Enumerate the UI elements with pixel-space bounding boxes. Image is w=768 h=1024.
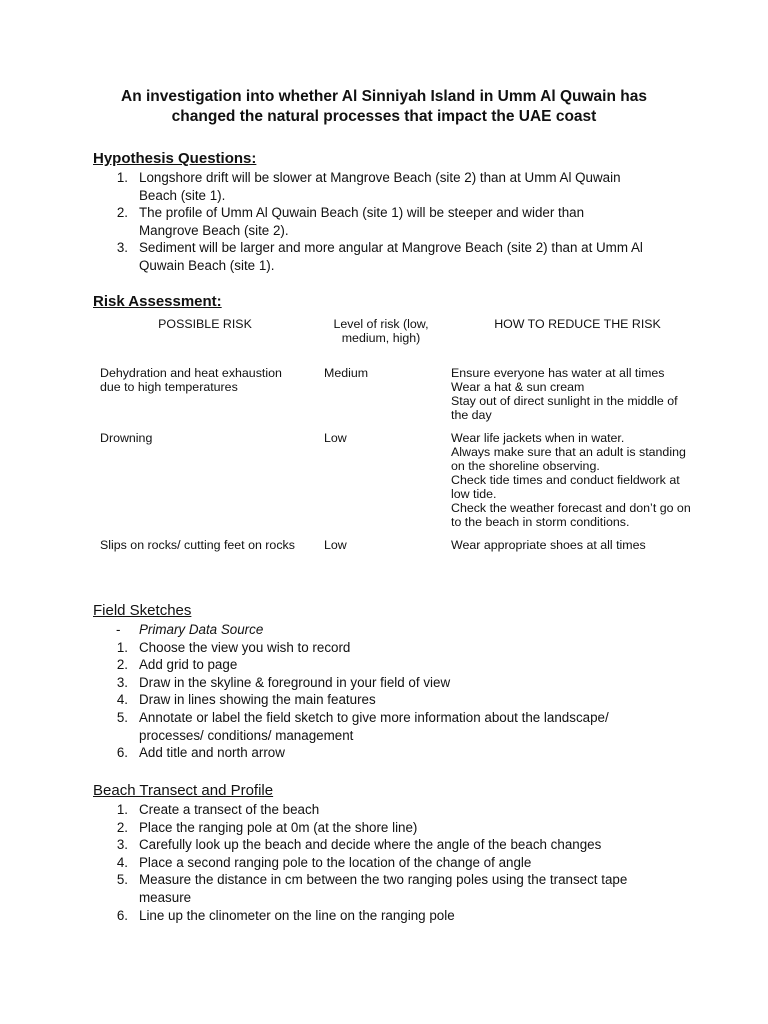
item-text: Place the ranging pole at 0m (at the shore line) (139, 819, 418, 835)
item-number: 3. (116, 240, 128, 256)
risk-cell-possible-risk: Slips on rocks/ cutting feet on rocks (100, 538, 295, 552)
item-number: 1. (116, 802, 128, 817)
item-text: Carefully look up the beach and decide where the angle of the beach changes (139, 837, 602, 853)
field-sketches-heading: Field Sketches (93, 602, 192, 619)
item-number: 1. (116, 639, 128, 655)
item-text: Draw in the skyline & foreground in your field of view (139, 674, 451, 690)
list-item (93, 674, 693, 692)
item-number: 5. (116, 709, 128, 725)
risk-cell-reduce: Wear life jackets when in water. Always make sure that an adult is standing on the shoreline observing. Check tide times and conduct fieldwork at low tide. Check the weather forecast and don’t go on to the beach in storm conditions. (451, 431, 691, 529)
title-line-2: changed the natural processes that impact the UAE coast (171, 108, 597, 125)
list-item (93, 871, 693, 906)
hypothesis-list (93, 169, 693, 275)
risk-cell-reduce: Ensure everyone has water at all times Wear a hat & sun cream Stay out of direct sunlight in the middle of the day (451, 366, 678, 422)
list-item (93, 744, 693, 762)
risk-cell-reduce: Wear appropriate shoes at all times (451, 538, 646, 552)
risk-column-header-reduce: HOW TO REDUCE THE RISK (494, 317, 661, 331)
item-number: 2. (116, 657, 128, 673)
list-item (93, 907, 693, 925)
list-item (93, 621, 693, 639)
document-title (60, 87, 708, 127)
item-text: Longshore drift will be slower at Mangrove Beach (site 2) than at Umm Al Quwain Beach (site 1). (139, 170, 621, 203)
list-item (93, 204, 693, 239)
field-sketches-list (93, 621, 693, 762)
list-item (93, 239, 693, 274)
list-item (93, 656, 693, 674)
item-number: 5. (116, 872, 128, 888)
risk-cell-level: Low (324, 538, 347, 552)
risk-cell-possible-risk: Drowning (100, 431, 153, 445)
list-item (93, 639, 693, 657)
risk-cell-level: Low (324, 431, 347, 445)
list-item (93, 854, 693, 872)
item-number: 4. (116, 854, 128, 870)
item-number: 6. (116, 745, 128, 761)
item-text: Draw in lines showing the main features (139, 692, 376, 708)
item-text: Measure the distance in cm between the two ranging poles using the transect tape measure (139, 872, 628, 905)
item-text: Add title and north arrow (139, 745, 285, 761)
hypothesis-heading: Hypothesis Questions: (93, 150, 257, 167)
title-line-1: An investigation into whether Al Sinniyah Island in Umm Al Quwain has (121, 88, 647, 105)
list-item (93, 801, 693, 819)
list-item (93, 709, 693, 744)
item-bullet: - (116, 622, 121, 637)
risk-cell-possible-risk: Dehydration and heat exhaustion due to high temperatures (100, 366, 282, 394)
item-text: Choose the view you wish to record (139, 639, 351, 655)
item-number: 4. (116, 692, 128, 708)
item-number: 2. (116, 819, 128, 835)
item-text: Line up the clinometer on the line on the ranging pole (139, 907, 455, 923)
beach-transect-list (93, 801, 693, 924)
risk-heading: Risk Assessment: (93, 293, 222, 310)
item-text: Annotate or label the field sketch to give more information about the landscape/ processes/ conditions/ management (139, 709, 609, 743)
risk-column-header-level: Level of risk (low, medium, high) (333, 317, 429, 345)
beach-transect-heading: Beach Transect and Profile (93, 782, 274, 799)
item-number: 2. (116, 205, 128, 221)
item-text: Place a second ranging pole to the location of the change of angle (139, 854, 532, 870)
item-number: 6. (116, 907, 128, 923)
risk-cell-level: Medium (324, 366, 369, 380)
list-item (93, 819, 693, 837)
list-item (93, 836, 693, 854)
risk-column-header-possible-risk: POSSIBLE RISK (158, 317, 252, 331)
list-item (93, 691, 693, 709)
item-text: Primary Data Source (139, 622, 264, 637)
item-text: Add grid to page (139, 657, 238, 673)
item-number: 3. (116, 837, 128, 853)
item-text: The profile of Umm Al Quwain Beach (site 1) will be steeper and wider than Mangrove Beach (site 2). (139, 205, 585, 238)
item-text: Sediment will be larger and more angular at Mangrove Beach (site 2) than at Umm Al Quwain Beach (site 1). (139, 240, 643, 273)
item-number: 3. (116, 674, 128, 690)
list-item (93, 169, 693, 204)
item-text: Create a transect of the beach (139, 802, 320, 817)
item-number: 1. (116, 170, 128, 185)
